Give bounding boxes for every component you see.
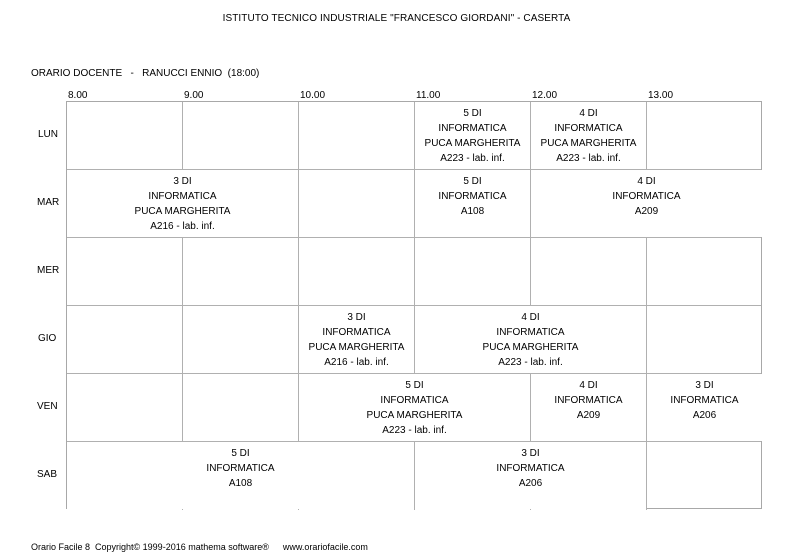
hour-label: 8.00 (68, 90, 88, 101)
hour-label: 9.00 (184, 90, 204, 101)
timetable-grid (66, 101, 762, 509)
lesson-line: A223 - lab. inf. (382, 425, 447, 436)
lesson-line: INFORMATICA (496, 463, 565, 474)
lesson-line: 3 DI (173, 176, 192, 187)
lesson-block[interactable] (299, 306, 414, 373)
teacher-line: ORARIO DOCENTE - RANUCCI ENNIO (18:00) (31, 68, 260, 79)
lesson-line: 5 DI (463, 176, 482, 187)
day-label: VEN (37, 401, 58, 412)
lesson-line: INFORMATICA (612, 191, 681, 202)
hour-label: 10.00 (300, 90, 326, 101)
footer (31, 542, 368, 552)
lesson-line: INFORMATICA (148, 191, 217, 202)
lesson-block[interactable] (531, 102, 646, 169)
day-label: LUN (38, 129, 59, 140)
footer-copyright: Orario Facile 8 Copyright© 1999-2016 mathema software® (31, 542, 269, 552)
lesson-block[interactable] (647, 374, 762, 441)
lesson-line: INFORMATICA (496, 327, 565, 338)
lesson-block[interactable] (415, 170, 530, 237)
lesson-line: PUCA MARGHERITA (482, 342, 579, 353)
lesson-line: 3 DI (521, 448, 540, 459)
lesson-line: 5 DI (405, 380, 424, 391)
lesson-line: PUCA MARGHERITA (134, 206, 231, 217)
lesson-block[interactable] (415, 102, 530, 169)
lesson-line: A223 - lab. inf. (556, 153, 621, 164)
lesson-line: A223 - lab. inf. (440, 153, 505, 164)
grid-column-line (646, 102, 647, 510)
day-label: GIO (38, 333, 57, 344)
lesson-line: A223 - lab. inf. (498, 357, 563, 368)
lesson-line: A216 - lab. inf. (324, 357, 389, 368)
grid-row-line (67, 305, 761, 306)
lesson-line: A206 (692, 410, 717, 421)
lesson-block[interactable] (299, 374, 530, 441)
lesson-line: A108 (460, 206, 485, 217)
footer-url[interactable]: www.orariofacile.com (282, 542, 368, 552)
lesson-line: 5 DI (463, 108, 482, 119)
day-label: MER (37, 265, 60, 276)
lesson-line: A209 (634, 206, 659, 217)
lesson-block[interactable] (531, 170, 762, 237)
lesson-line: PUCA MARGHERITA (366, 410, 463, 421)
lesson-line: INFORMATICA (206, 463, 275, 474)
lesson-block[interactable] (67, 442, 414, 509)
lesson-block[interactable] (67, 170, 298, 237)
lesson-line: 4 DI (637, 176, 656, 187)
page-title: ISTITUTO TECNICO INDUSTRIALE "FRANCESCO GIORDANI" - CASERTA (222, 13, 571, 24)
lesson-line: 4 DI (579, 108, 598, 119)
lesson-line: 5 DI (231, 448, 250, 459)
lesson-line: PUCA MARGHERITA (424, 138, 521, 149)
lesson-line: 3 DI (695, 380, 714, 391)
lesson-line: INFORMATICA (554, 395, 623, 406)
hour-label: 11.00 (416, 90, 441, 101)
lesson-line: PUCA MARGHERITA (540, 138, 637, 149)
lesson-line: INFORMATICA (438, 191, 507, 202)
hour-label: 12.00 (532, 90, 558, 101)
lesson-line: 4 DI (521, 312, 540, 323)
lesson-line: 4 DI (579, 380, 598, 391)
grid-row-line (67, 237, 761, 238)
lesson-line: A206 (518, 478, 543, 489)
lesson-line: A216 - lab. inf. (150, 221, 215, 232)
lesson-line: A209 (576, 410, 601, 421)
lesson-line: INFORMATICA (554, 123, 623, 134)
hour-label: 13.00 (648, 90, 674, 101)
lesson-line: INFORMATICA (322, 327, 391, 338)
lesson-block[interactable] (415, 442, 646, 509)
lesson-block[interactable] (415, 306, 646, 373)
day-label: MAR (37, 197, 60, 208)
lesson-line: PUCA MARGHERITA (308, 342, 405, 353)
lesson-line: A108 (228, 478, 253, 489)
lesson-block[interactable] (531, 374, 646, 441)
day-label: SAB (37, 469, 58, 480)
lesson-line: INFORMATICA (670, 395, 739, 406)
lesson-line: INFORMATICA (380, 395, 449, 406)
lesson-line: 3 DI (347, 312, 366, 323)
lesson-line: INFORMATICA (438, 123, 507, 134)
